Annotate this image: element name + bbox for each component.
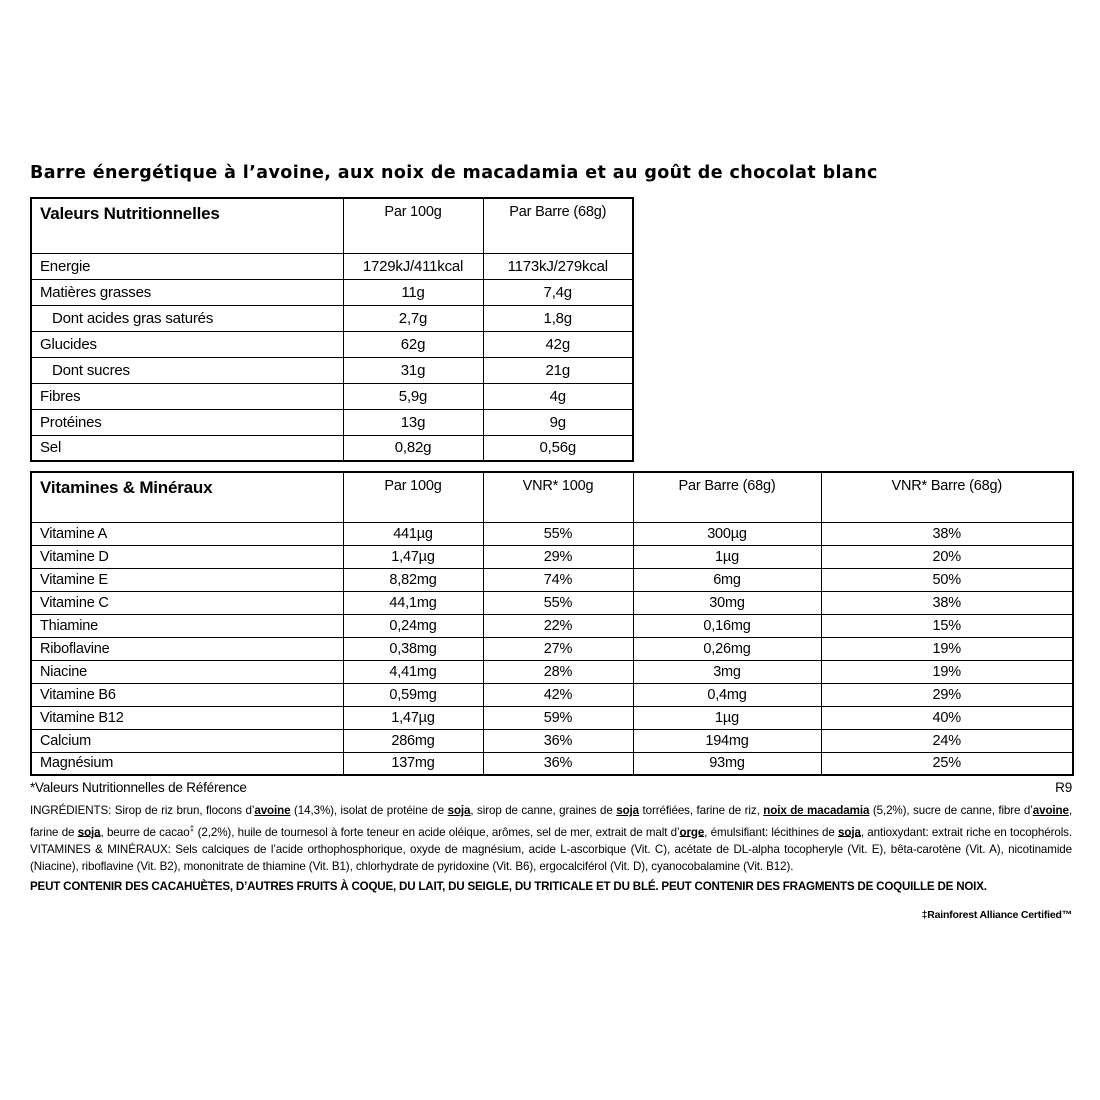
table-row bbox=[31, 706, 1073, 729]
row-value: 1µg bbox=[633, 545, 821, 568]
row-value: 25% bbox=[821, 752, 1073, 775]
ingredients-segment: , farine de bbox=[30, 804, 1073, 839]
table-row bbox=[31, 637, 1073, 660]
row-value: 3mg bbox=[633, 660, 821, 683]
row-value: 1,47µg bbox=[343, 706, 483, 729]
row-value: 28% bbox=[483, 660, 633, 683]
col-header-per-100g: Par 100g bbox=[343, 472, 483, 522]
ingredients-segment: torréfiées, farine de riz, bbox=[639, 804, 764, 817]
row-value: 7,4g bbox=[483, 279, 633, 305]
row-value: 0,82g bbox=[343, 435, 483, 461]
row-value: 0,4mg bbox=[633, 683, 821, 706]
vitamins-table-title: Vitamines & Minéraux bbox=[31, 472, 343, 522]
nutrition-facts-table bbox=[30, 197, 634, 462]
table-row bbox=[31, 614, 1073, 637]
row-label: Vitamine E bbox=[31, 568, 343, 591]
row-value: 30mg bbox=[633, 591, 821, 614]
row-label: Energie bbox=[31, 253, 343, 279]
vitamins-table-header-row bbox=[31, 472, 1073, 522]
row-label: Niacine bbox=[31, 660, 343, 683]
row-label: Vitamine B12 bbox=[31, 706, 343, 729]
certification-note: ‡Rainforest Alliance Certified™ bbox=[921, 909, 1072, 922]
row-value: 93mg bbox=[633, 752, 821, 775]
row-value: 20% bbox=[821, 545, 1073, 568]
nutrition-table-header-row bbox=[31, 198, 633, 253]
table-row bbox=[31, 331, 633, 357]
col-header-vnr-bar: VNR* Barre (68g) bbox=[821, 472, 1073, 522]
row-label: Vitamine B6 bbox=[31, 683, 343, 706]
row-value: 137mg bbox=[343, 752, 483, 775]
col-header-per-bar: Par Barre (68g) bbox=[483, 198, 633, 253]
row-value: 2,7g bbox=[343, 305, 483, 331]
table-row bbox=[31, 357, 633, 383]
row-value: 300µg bbox=[633, 522, 821, 545]
row-label: Fibres bbox=[31, 383, 343, 409]
row-value: 0,16mg bbox=[633, 614, 821, 637]
row-value: 0,56g bbox=[483, 435, 633, 461]
table-row bbox=[31, 305, 633, 331]
table-row bbox=[31, 409, 633, 435]
row-value: 1,47µg bbox=[343, 545, 483, 568]
table-row bbox=[31, 752, 1073, 775]
row-value: 36% bbox=[483, 729, 633, 752]
row-value: 15% bbox=[821, 614, 1073, 637]
allergen-term: soja bbox=[616, 804, 640, 817]
row-value: 29% bbox=[821, 683, 1073, 706]
allergen-warning: PEUT CONTENIR DES CACAHUÈTES, D’AUTRES FRUITS À COQUE, DU LAIT, DU SEIGLE, DU TRITICALE ET DU BLÉ. PEUT CONTENIR DES FRAGMENTS DE COQUILLE DE NOIX. bbox=[30, 879, 987, 893]
allergen-term: avoine bbox=[1032, 804, 1069, 817]
table-row bbox=[31, 568, 1073, 591]
row-value: 22% bbox=[483, 614, 633, 637]
row-value: 19% bbox=[821, 637, 1073, 660]
ingredients-paragraph bbox=[30, 802, 1072, 876]
allergen-term: soja bbox=[447, 804, 471, 817]
row-value: 0,59mg bbox=[343, 683, 483, 706]
row-value: 286mg bbox=[343, 729, 483, 752]
nutrition-label bbox=[30, 163, 1072, 921]
ingredients-segment: , beurre de cacao bbox=[100, 825, 190, 839]
table-row bbox=[31, 660, 1073, 683]
row-value: 31g bbox=[343, 357, 483, 383]
row-value: 59% bbox=[483, 706, 633, 729]
row-value: 11g bbox=[343, 279, 483, 305]
row-value: 40% bbox=[821, 706, 1073, 729]
row-value: 42% bbox=[483, 683, 633, 706]
ingredients-segment: (14,3%), isolat de protéine de bbox=[290, 804, 448, 817]
row-value: 74% bbox=[483, 568, 633, 591]
table-row bbox=[31, 522, 1073, 545]
row-value: 19% bbox=[821, 660, 1073, 683]
row-value: 4,41mg bbox=[343, 660, 483, 683]
row-value: 194mg bbox=[633, 729, 821, 752]
vitamins-minerals-table bbox=[30, 471, 1074, 776]
row-value: 55% bbox=[483, 522, 633, 545]
ingredients-segment: , antioxydant: extrait riche en tocophérols. VITAMINES & MINÉRAUX: Sels calciques de l’acide orthophosphorique, oxyde de magnésium, acide L-ascorbique (Vit. C), acétate de DL-alpha tocopheryle (Vit. E), bêta-carotène (Vit. A), nicotinamide (Niacine), riboflavine (Vit. B2), mononitrate de thiamine (Vit. B1), chlorhydrate de pyridoxine (Vit. B6), ergocalciférol (Vit. D), cyanocobalamine (Vit. B12). bbox=[30, 825, 1072, 874]
row-value: 36% bbox=[483, 752, 633, 775]
row-value: 4g bbox=[483, 383, 633, 409]
row-label: Magnésium bbox=[31, 752, 343, 775]
col-header-vnr-100g: VNR* 100g bbox=[483, 472, 633, 522]
ingredients-segment: , sirop de canne, graines de bbox=[470, 804, 617, 817]
row-value: 55% bbox=[483, 591, 633, 614]
row-label: Sel bbox=[31, 435, 343, 461]
allergen-term: avoine bbox=[254, 804, 291, 817]
table-row bbox=[31, 545, 1073, 568]
ingredients-segment: (5,2%), sucre de canne, fibre d’ bbox=[869, 804, 1033, 817]
row-label: Vitamine A bbox=[31, 522, 343, 545]
row-label: Vitamine D bbox=[31, 545, 343, 568]
ingredients-segment: (2,2%), huile de tournesol à forte teneur en acide oléique, arômes, sel de mer, extrait de malt d’ bbox=[194, 825, 680, 839]
row-value: 0,38mg bbox=[343, 637, 483, 660]
row-value: 1729kJ/411kcal bbox=[343, 253, 483, 279]
row-label: Dont sucres bbox=[31, 357, 343, 383]
row-value: 6mg bbox=[633, 568, 821, 591]
row-value: 21g bbox=[483, 357, 633, 383]
product-title: Barre énergétique à l’avoine, aux noix de macadamia et au goût de chocolat blanc bbox=[30, 163, 878, 183]
dagger-footnote-marker: ‡ bbox=[189, 823, 195, 833]
row-label: Thiamine bbox=[31, 614, 343, 637]
footnote-row bbox=[30, 780, 1072, 795]
table-row bbox=[31, 383, 633, 409]
allergen-term: orge bbox=[679, 825, 705, 839]
col-header-per-100g: Par 100g bbox=[343, 198, 483, 253]
row-label: Riboflavine bbox=[31, 637, 343, 660]
table-row bbox=[31, 591, 1073, 614]
row-value: 5,9g bbox=[343, 383, 483, 409]
revision-code: R9 bbox=[1055, 780, 1072, 795]
row-value: 27% bbox=[483, 637, 633, 660]
allergen-term: soja bbox=[838, 825, 861, 839]
row-label: Glucides bbox=[31, 331, 343, 357]
row-label: Protéines bbox=[31, 409, 343, 435]
table-row bbox=[31, 253, 633, 279]
row-value: 42g bbox=[483, 331, 633, 357]
table-row bbox=[31, 683, 1073, 706]
row-value: 0,24mg bbox=[343, 614, 483, 637]
row-value: 9g bbox=[483, 409, 633, 435]
nutrition-table-title: Valeurs Nutritionnelles bbox=[31, 198, 343, 253]
row-value: 44,1mg bbox=[343, 591, 483, 614]
reference-footnote: *Valeurs Nutritionnelles de Référence bbox=[30, 780, 247, 795]
row-label: Calcium bbox=[31, 729, 343, 752]
table-row bbox=[31, 729, 1073, 752]
row-value: 24% bbox=[821, 729, 1073, 752]
col-header-per-bar: Par Barre (68g) bbox=[633, 472, 821, 522]
ingredients-segment: INGRÉDIENTS: Sirop de riz brun, flocons d’ bbox=[30, 804, 255, 817]
row-value: 0,26mg bbox=[633, 637, 821, 660]
row-value: 29% bbox=[483, 545, 633, 568]
row-label: Matières grasses bbox=[31, 279, 343, 305]
row-value: 38% bbox=[821, 522, 1073, 545]
allergen-term: noix de macadamia bbox=[763, 804, 870, 817]
table-row bbox=[31, 435, 633, 461]
row-value: 62g bbox=[343, 331, 483, 357]
row-value: 50% bbox=[821, 568, 1073, 591]
table-row bbox=[31, 279, 633, 305]
ingredients-segment: , émulsifiant: lécithines de bbox=[704, 825, 839, 839]
row-value: 38% bbox=[821, 591, 1073, 614]
row-value: 8,82mg bbox=[343, 568, 483, 591]
row-label: Dont acides gras saturés bbox=[31, 305, 343, 331]
row-value: 1173kJ/279kcal bbox=[483, 253, 633, 279]
row-value: 441µg bbox=[343, 522, 483, 545]
row-value: 13g bbox=[343, 409, 483, 435]
allergen-term: soja bbox=[77, 825, 101, 839]
row-value: 1,8g bbox=[483, 305, 633, 331]
row-label: Vitamine C bbox=[31, 591, 343, 614]
row-value: 1µg bbox=[633, 706, 821, 729]
